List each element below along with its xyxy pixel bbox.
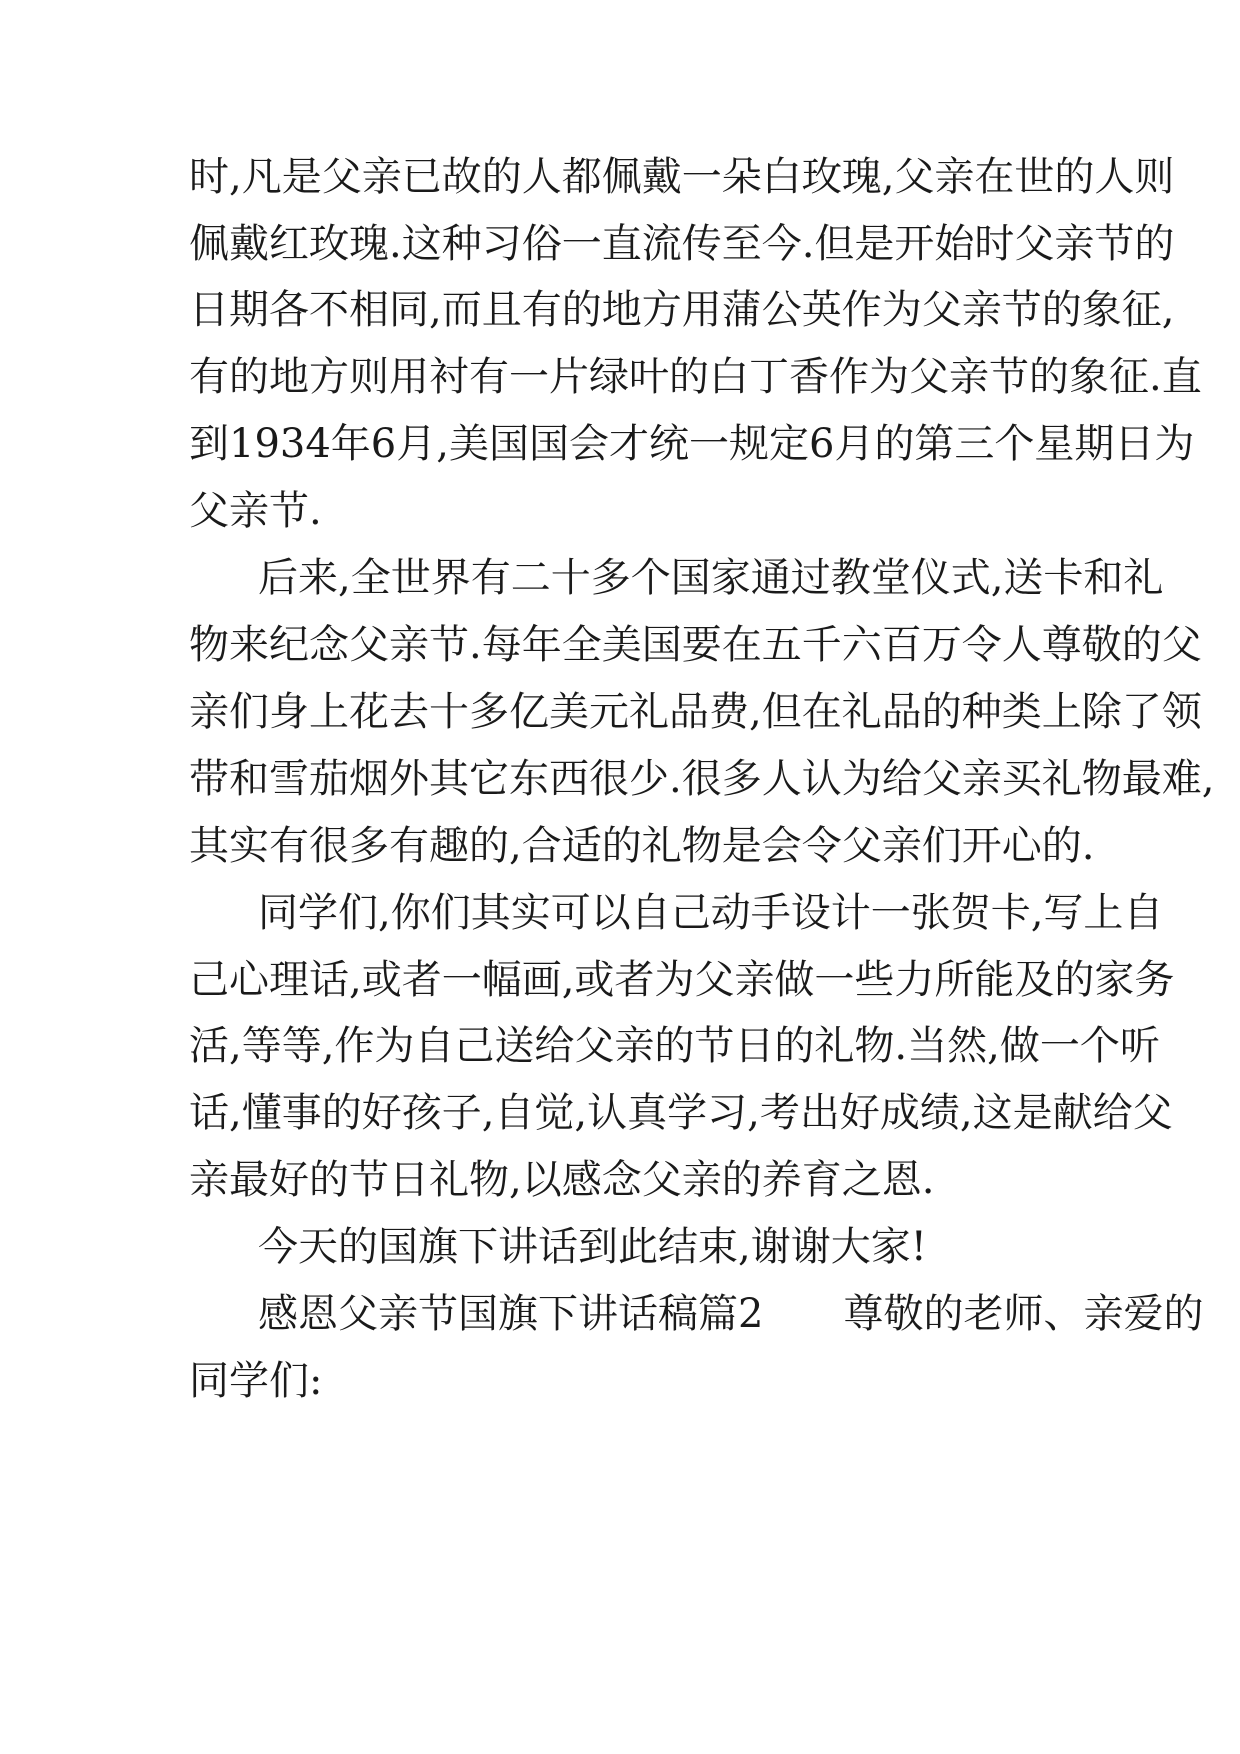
paragraph-3-line-5: 亲最好的节日礼物,以感念父亲的养育之恩. <box>189 1157 935 1203</box>
paragraph-1-line-2: 佩戴红玫瑰.这种习俗一直流传至今.但是开始时父亲节的 <box>189 221 1175 267</box>
paragraph-5-line-2: 同学们: <box>189 1358 323 1404</box>
paragraph-1-line-6: 父亲节. <box>189 488 322 534</box>
paragraph-2-line-1: 后来,全世界有二十多个国家通过教堂仪式,送卡和礼 <box>258 555 1164 601</box>
paragraph-2-line-3: 亲们身上花去十多亿美元礼品费,但在礼品的种类上除了领 <box>189 689 1202 735</box>
paragraph-1-line-1: 时,凡是父亲已故的人都佩戴一朵白玫瑰,父亲在世的人则 <box>189 154 1175 200</box>
paragraph-3-line-3: 活,等等,作为自己送给父亲的节日的礼物.当然,做一个听 <box>189 1023 1160 1069</box>
paragraph-3-line-1: 同学们,你们其实可以自己动手设计一张贺卡,写上自 <box>258 890 1164 936</box>
paragraph-2-line-4: 带和雪茄烟外其它东西很少.很多人认为给父亲买礼物最难, <box>189 756 1215 802</box>
paragraph-2-line-2: 物来纪念父亲节.每年全美国要在五千六百万令人尊敬的父 <box>189 622 1202 668</box>
paragraph-3-line-2: 己心理话,或者一幅画,或者为父亲做一些力所能及的家务 <box>189 957 1175 1003</box>
paragraph-4-line-1: 今天的国旗下讲话到此结束,谢谢大家! <box>258 1224 927 1270</box>
paragraph-2-line-5: 其实有很多有趣的,合适的礼物是会令父亲们开心的. <box>189 823 1095 869</box>
paragraph-1-line-3: 日期各不相同,而且有的地方用蒲公英作为父亲节的象征, <box>189 287 1175 333</box>
paragraph-5-line-1: 感恩父亲节国旗下讲话稿篇2 尊敬的老师、亲爱的 <box>258 1291 1204 1337</box>
paragraph-1-line-4: 有的地方则用衬有一片绿叶的白丁香作为父亲节的象征.直 <box>189 354 1202 400</box>
paragraph-3-line-4: 话,懂事的好孩子,自觉,认真学习,考出好成绩,这是献给父 <box>189 1090 1173 1136</box>
paragraph-1-line-5: 到1934年6月,美国国会才统一规定6月的第三个星期日为 <box>189 421 1195 467</box>
